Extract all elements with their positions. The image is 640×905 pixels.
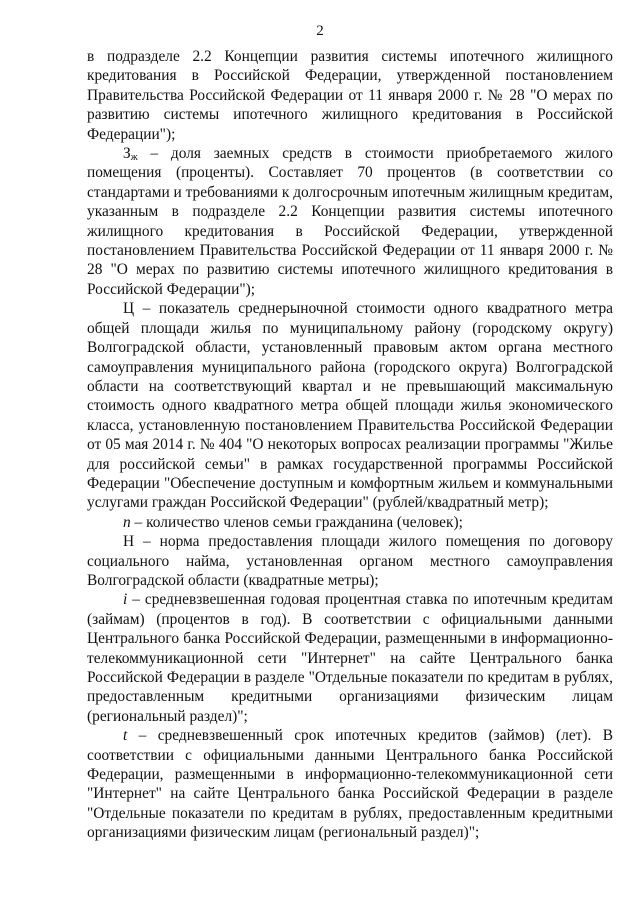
page-number: 2 xyxy=(316,23,324,39)
definition-text: – средневзвешенная годовая процентная ставка по ипотечным кредитам (займам) (процентов в год). В соответствии с официальными данными Центрального банка Российской Федерации, размещенными в информационно-телекоммуникационной сети "Интернет" на сайте Центрального банка Российской Федерации в разделе "Отдельные показатели по кредитам в рублях, предоставленным кредитными организациями физическим лицам (региональный раздел)"; xyxy=(87,591,613,725)
definition-text: – показатель среднерыночной стоимости одного квадратного метра общей площади жилья по муниципальному району (городскому округу) Волгоградской области, установленный правовым актом органа местного самоуправления муниципального района (городского округа) Волгоградской области на соответствующий квартал и не превышающий максимальную стоимость одного квадратного метра общей площади жилья экономического класса, установленную постановлением Правительства Российской Федерации от 05 мая 2014 г. № 404 "О некоторых вопросах реализации программы "Жилье для российской семьи" в рамках государственной программы Российской Федерации "Обеспечение доступным и комфортным жильем и коммунальными услугами граждан Российской Федерации" (рублей/квадратный метр); xyxy=(87,300,613,512)
definition-borrowed-share xyxy=(87,144,613,299)
variable-symbol: Ц xyxy=(123,300,135,318)
variable-symbol: n xyxy=(123,513,131,531)
definition-loan-term xyxy=(87,726,613,842)
paragraph-text: в подразделе 2.2 Концепции развития системы ипотечного жилищного кредитования в Российской Федерации, утвержденной постановлением Правительства Российской Федерации от 11 января 2000 г. № 28 "О мерах по развитию системы ипотечного жилищного кредитования в Российской Федерации"); xyxy=(87,48,613,143)
variable-subscript: ж xyxy=(130,152,138,164)
variable-symbol: $З_ж$ xyxy=(123,145,138,164)
definition-text: – норма предоставления площади жилого помещения по договору социального найма, установленная органом местного самоуправления Волгоградской области (квадратные метры); xyxy=(87,533,613,589)
definition-family-members xyxy=(87,513,613,532)
definition-interest-rate xyxy=(87,590,613,726)
variable-symbol: i xyxy=(123,591,128,609)
definition-text: – средневзвешенный срок ипотечных кредитов (займов) (лет). В соответствии с официальными данными Центрального банка Российской Федерации, размещенными в информационно-телекоммуникационной сети "Интернет" на сайте Центрального банка Российской Федерации в разделе "Отдельные показатели по кредитам в рублях, предоставленным кредитными организациями физическим лицам (региональный раздел)"; xyxy=(87,727,613,842)
definition-text: – доля заемных средств в стоимости приобретаемого жилого помещения (проценты). Составляет 70 процентов (в соответствии со стандартами и требованиями к долгосрочным ипотечным жилищным кредитам, указанным в подразделе 2.2 Концепции развития системы ипотечного жилищного кредитования в Российской Федерации, утвержденной постановлением Правительства Российской Федерации от 11 января 2000 г. № 28 "О мерах по развитию системы ипотечного жилищного кредитования в Российской Федерации"); xyxy=(87,145,613,298)
definition-text: – количество членов семьи гражданина (человек); xyxy=(130,513,463,531)
document-body xyxy=(87,47,613,843)
paragraph-continuation xyxy=(87,47,613,144)
definition-area-norm xyxy=(87,532,613,590)
variable-symbol: t xyxy=(123,727,128,745)
variable-symbol: Н xyxy=(123,533,135,551)
definition-price-per-meter xyxy=(87,299,613,512)
